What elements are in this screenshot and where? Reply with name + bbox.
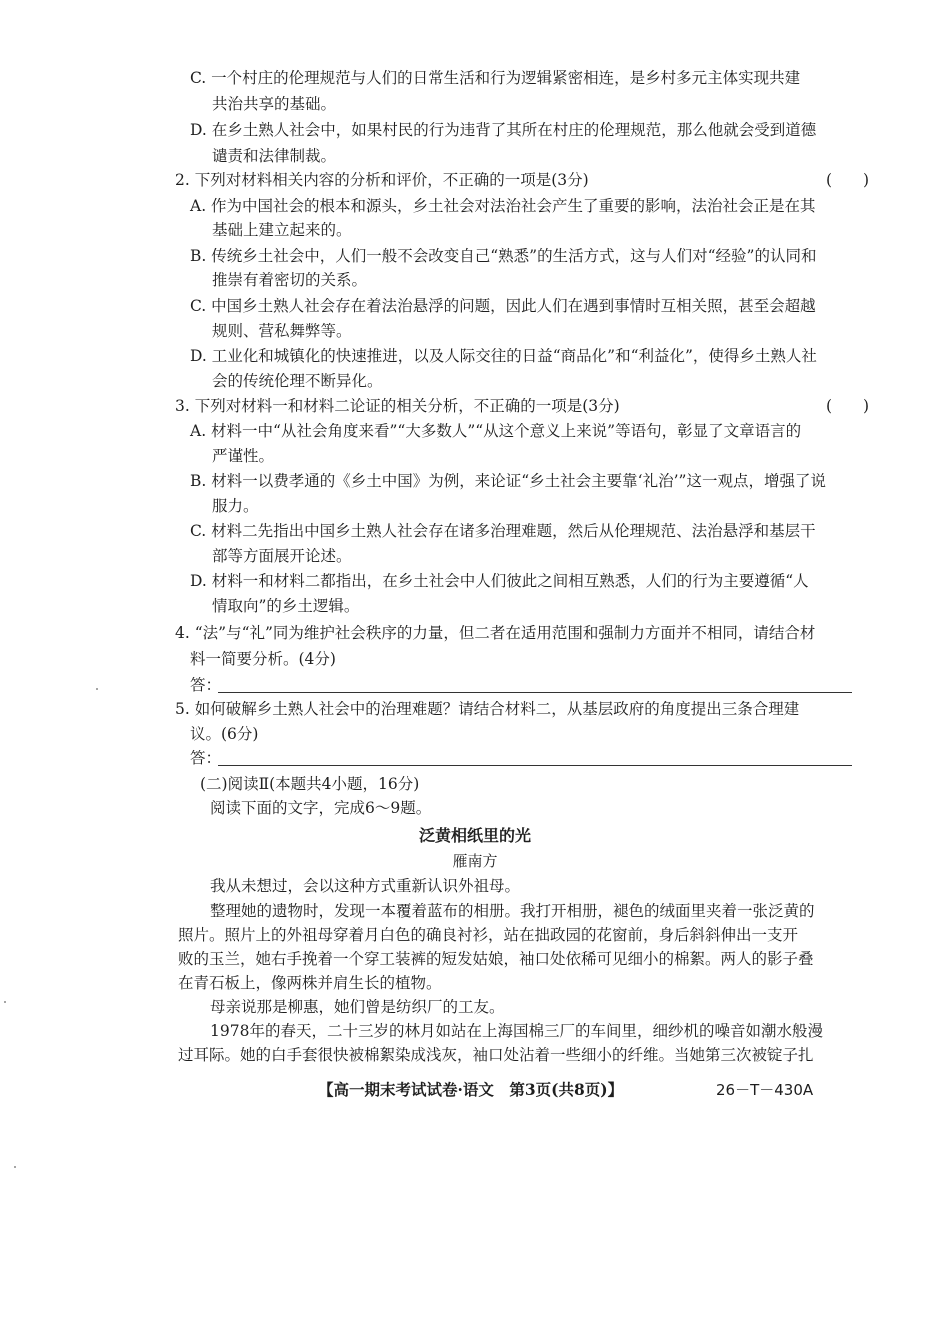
q1-option-c-line1: C. 一个村庄的伦理规范与人们的日常生活和行为逻辑紧密相连，是乡村多元主体实现共建 bbox=[190, 69, 801, 87]
story-para2-line4: 在青石板上，像两株并肩生长的植物。 bbox=[178, 974, 442, 992]
q3-option-d-line1: D. 材料一和材料二都指出，在乡土社会中人们彼此之间相互熟悉，人们的行为主要遵循“人 bbox=[190, 572, 809, 590]
section2-heading: (二)阅读Ⅱ(本题共4小题，16分) bbox=[200, 775, 420, 793]
scan-speck bbox=[96, 688, 98, 690]
q2-option-b-line1: B. 传统乡土社会中，人们一般不会改变自己“熟悉”的生活方式，这与人们对“经验”的认同和 bbox=[190, 247, 817, 265]
q5-line1: 5. 如何破解乡土熟人社会中的治理难题？请结合材料二，从基层政府的角度提出三条合理建 bbox=[175, 700, 800, 718]
q3-option-a-line2: 严谨性。 bbox=[212, 447, 275, 465]
story-title: 泛黄相纸里的光 bbox=[418, 826, 531, 845]
q2-option-b-line2: 推崇有着密切的关系。 bbox=[212, 271, 368, 289]
q1-option-d-line1: D. 在乡土熟人社会中，如果村民的行为违背了其所在村庄的伦理规范，那么他就会受到道德 bbox=[190, 121, 817, 139]
story-para4-line1: 1978年的春天，二十三岁的林月如站在上海国棉三厂的车间里，细纱机的噪音如潮水般漫 bbox=[210, 1022, 823, 1040]
q4-line1: 4. “法”与“礼”同为维护社会秩序的力量，但二者在适用范围和强制力方面并不相同，请结合材 bbox=[175, 624, 816, 642]
q3-option-a-line1: A. 材料一中“从社会角度来看”“大多数人”“从这个意义上来说”等语句，彰显了文章语言的 bbox=[190, 422, 802, 440]
story-para1-line1: 我从未想过，会以这种方式重新认识外祖母。 bbox=[210, 877, 521, 895]
q2-answer-bracket: ( ) bbox=[826, 171, 870, 189]
q5-answer-label: 答： bbox=[190, 749, 222, 767]
q4-answer-label: 答： bbox=[190, 676, 222, 694]
q2-option-d-line2: 会的传统伦理不断异化。 bbox=[212, 372, 383, 390]
story-para3-line1: 母亲说那是柳惠，她们曾是纺织厂的工友。 bbox=[210, 998, 505, 1016]
q1-option-c-line2: 共治共享的基础。 bbox=[212, 95, 337, 113]
q2-option-c-line2: 规则、营私舞弊等。 bbox=[212, 322, 352, 340]
q3-stem: 3. 下列对材料一和材料二论证的相关分析，不正确的一项是(3分) bbox=[175, 397, 620, 415]
q3-option-d-line2: 情取向”的乡土逻辑。 bbox=[212, 597, 360, 615]
story-para2-line3: 败的玉兰，她右手挽着一个穿工装裤的短发姑娘，袖口处依稀可见细小的棉絮。两人的影子叠 bbox=[178, 950, 814, 968]
exam-code: 26－T－430A bbox=[716, 1081, 814, 1099]
story-para4-line2: 过耳际。她的白手套很快被棉絮染成浅灰，袖口处沾着一些细小的纤维。当她第三次被锭子扎 bbox=[178, 1046, 814, 1064]
q1-option-d-line2: 谴责和法律制裁。 bbox=[212, 147, 337, 165]
q3-answer-bracket: ( ) bbox=[826, 397, 870, 415]
q4-answer-row[interactable] bbox=[190, 673, 852, 697]
section2-instruction: 阅读下面的文字，完成6～9题。 bbox=[210, 799, 432, 817]
page-footer: 【高一期末考试试卷·语文 第3页(共8页)】 bbox=[318, 1080, 624, 1099]
q2-option-d-line1: D. 工业化和城镇化的快速推进，以及人际交往的日益“商品化”和“利益化”，使得乡土熟人社 bbox=[190, 347, 817, 365]
story-author: 雁南方 bbox=[452, 852, 498, 870]
q2-option-c-line1: C. 中国乡土熟人社会存在着法治悬浮的问题，因此人们在遇到事情时互相关照，甚至会超越 bbox=[190, 297, 816, 315]
story-para2-line2: 照片。照片上的外祖母穿着月白色的确良衬衫，站在拙政园的花窗前，身后斜斜伸出一支开 bbox=[178, 926, 799, 944]
q4-answer-line[interactable] bbox=[218, 692, 852, 693]
q3-option-b-line2: 服力。 bbox=[212, 497, 259, 515]
q2-option-a-line2: 基础上建立起来的。 bbox=[212, 221, 352, 239]
q4-line2: 料一简要分析。(4分) bbox=[190, 650, 336, 668]
scan-speck bbox=[14, 1166, 16, 1168]
q3-option-c-line1: C. 材料二先指出中国乡土熟人社会存在诸多治理难题，然后从伦理规范、法治悬浮和基层干 bbox=[190, 522, 816, 540]
q5-answer-row[interactable] bbox=[190, 746, 852, 770]
q5-answer-line[interactable] bbox=[218, 765, 852, 766]
q3-option-b-line1: B. 材料一以费孝通的《乡土中国》为例，来论证“乡土社会主要靠‘礼治’”这一观点，增强了说 bbox=[190, 472, 826, 490]
q2-stem: 2. 下列对材料相关内容的分析和评价，不正确的一项是(3分) bbox=[175, 171, 589, 189]
q2-option-a-line1: A. 作为中国社会的根本和源头，乡土社会对法治社会产生了重要的影响，法治社会正是在其 bbox=[190, 197, 816, 215]
q5-line2: 议。(6分) bbox=[190, 725, 259, 743]
scan-speck bbox=[4, 1001, 6, 1003]
q3-option-c-line2: 部等方面展开论述。 bbox=[212, 547, 352, 565]
story-para2-line1: 整理她的遗物时，发现一本覆着蓝布的相册。我打开相册，褪色的绒面里夹着一张泛黄的 bbox=[210, 902, 815, 920]
